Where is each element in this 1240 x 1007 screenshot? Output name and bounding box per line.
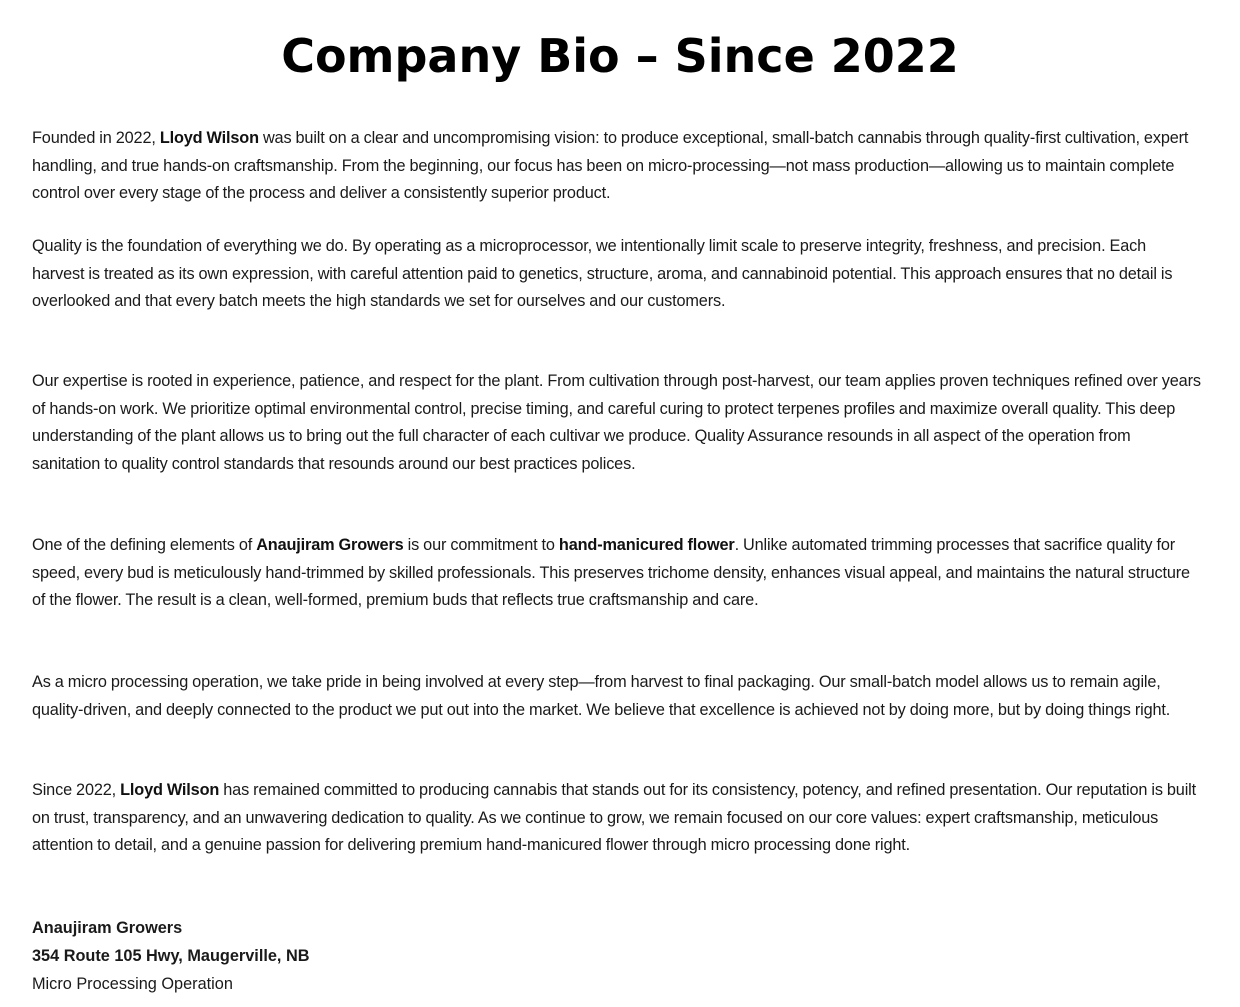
para1-company-name: Lloyd Wilson <box>159 129 259 147</box>
signature-company: Anaujiram Growers <box>32 919 183 937</box>
para4-text-1: One of the defining elements of <box>32 536 257 554</box>
paragraph-founding <box>32 125 1202 208</box>
paragraph-expertise <box>32 368 1202 478</box>
paragraph-quality <box>32 233 1202 316</box>
para4-text-2: is our commitment to <box>403 536 559 554</box>
para2-text: Quality is the foundation of everything we do. By operating as a microprocessor, we intentionally limit scale to preserve integrity, freshness, and precision. Each harvest is treated as its own expression, with careful attention paid to genetics, structure, aroma, and cannabinoid potential. This approach ensures that no detail is overlooked and that every batch meets the high standards we set for ourselves and our customers. <box>32 237 1173 310</box>
para1-text-1: Founded in 2022, <box>32 129 160 147</box>
para5-text: As a micro processing operation, we take pride in being involved at every step—from harvest to final packaging. Our small-batch model allows us to remain agile, quality-driven, and deeply connected to the product we put out into the market. We believe that excellence is achieved not by doing more, but by doing things right. <box>32 673 1171 719</box>
document-title: Company Bio – Since 2022 <box>281 29 959 83</box>
para3-text: Our expertise is rooted in experience, patience, and respect for the plant. From cultivation through post-harvest, our team applies proven techniques refined over years of hands-on work. We prioritize optimal environmental control, precise timing, and careful curing to protect terpenes profiles and maximize overall quality. This deep understanding of the plant allows us to bring out the full character of each cultivar we produce. Quality Assurance resounds in all aspect of the operation from sanitation to quality control standards that resounds around our best practices polices. <box>32 372 1201 473</box>
para6-text-2: has remained committed to producing cannabis that stands out for its consistency, potency, and refined presentation. Our reputation is built on trust, transparency, and an unwavering dedication to quality. As we continue to grow, we remain focused on our core values: expert craftsmanship, meticulous attention to detail, and a genuine passion for delivering premium hand-manicured flower through micro processing done right. <box>32 781 1197 854</box>
para1-text-2: was built on a clear and uncompromising vision: to produce exceptional, small-batch cannabis through quality-first cultivation, expert handling, and true hands-on craftsmanship. From the beginning, our focus has been on micro-processing—not mass production—allowing us to maintain complete control over every stage of the process and deliver a consistently superior product. <box>32 129 1189 202</box>
signature-block <box>32 914 932 998</box>
para6-company-name: Lloyd Wilson <box>120 781 220 799</box>
para4-company-name: Anaujiram Growers <box>256 536 404 554</box>
para6-text-1: Since 2022, <box>32 781 121 799</box>
paragraph-since-2022 <box>32 777 1202 860</box>
para4-hand-manicured: hand-manicured flower <box>558 536 735 554</box>
signature-tagline: Micro Processing Operation <box>32 975 233 993</box>
paragraph-micro-processing <box>32 669 1202 724</box>
para4-text-3: . Unlike automated trimming processes that sacrifice quality for speed, every bud is meticulously hand-trimmed by skilled professionals. This preserves trichome density, enhances visual appeal, and maintains the natural structure of the flower. The result is a clean, well-formed, premium buds that reflects true craftsmanship and care. <box>32 536 1190 609</box>
paragraph-hand-manicured <box>32 532 1202 615</box>
signature-address: 354 Route 105 Hwy, Maugerville, NB <box>32 947 310 965</box>
